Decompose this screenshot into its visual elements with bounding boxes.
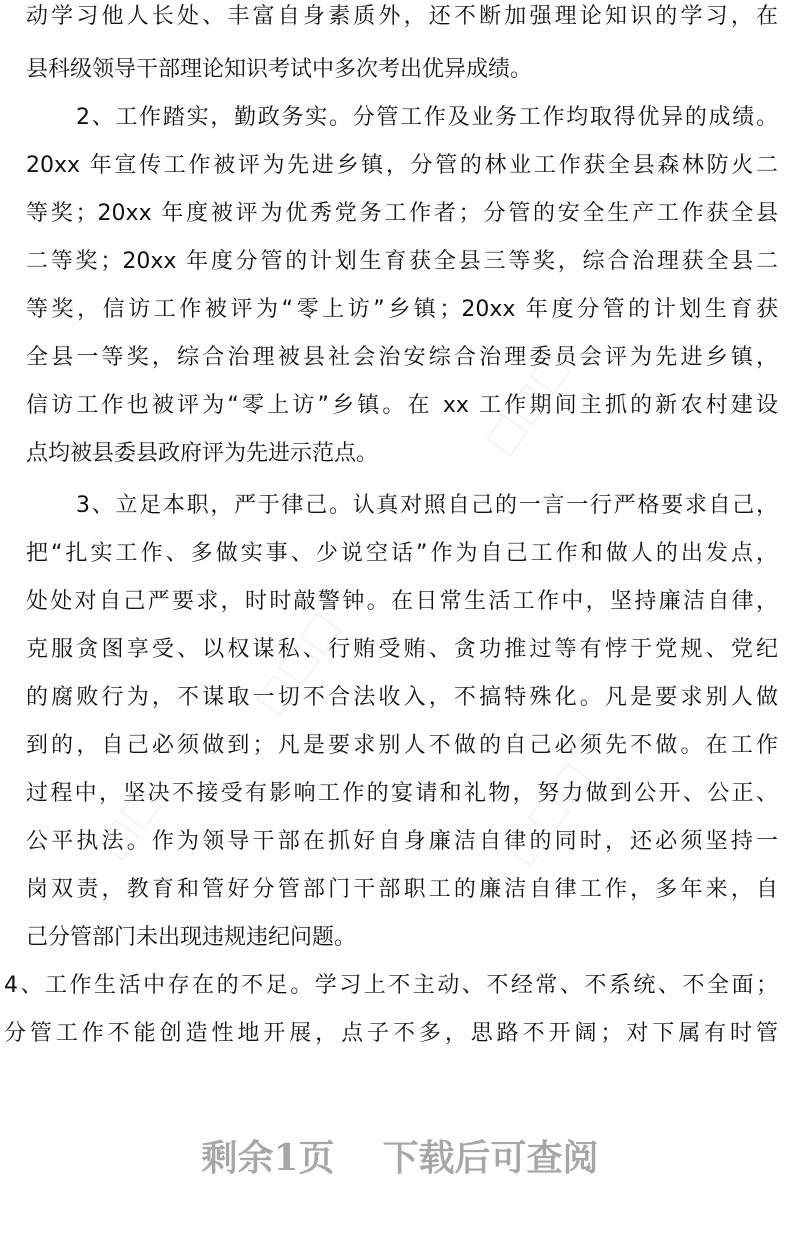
paragraph-heading: 3、立足本职，严于律己。认真对照自己的一言一行严格要求自己， — [76, 493, 778, 518]
text-line: 信访工作也被评为“零上访”乡镇。在 xx 工作期间主抓的新农村建设 — [26, 393, 778, 418]
paragraph-heading: 2、工作踏实，勤政务实。分管工作及业务工作均取得优异的成绩。 — [76, 105, 778, 130]
text-line: 把“扎实工作、多做实事、少说空话”作为自己工作和做人的出发点， — [26, 541, 778, 566]
text-line: 20xx 年宣传工作被评为先进乡镇，分管的林业工作获全县森林防火二 — [26, 153, 778, 178]
text-line: 等奖；20xx 年度被评为优秀党务工作者；分管的安全生产工作获全县 — [26, 201, 778, 226]
text-line: 点均被县委县政府评为先进示范点。 — [26, 441, 379, 466]
text-line: 二等奖；20xx 年度分管的计划生育获全县三等奖，综合治理获全县二 — [26, 249, 778, 274]
text-line: 公平执法。作为领导干部在抓好自身廉洁自律的同时，还必须坚持一 — [26, 829, 778, 854]
text-line: 克服贪图享受、以权谋私、行贿受贿、贪功推过等有悖于党规、党纪 — [26, 637, 778, 662]
download-to-view-label: 下载后可查阅 — [382, 1137, 599, 1179]
text-line: 动学习他人长处、丰富自身素质外，还不断加强理论知识的学习，在 — [26, 4, 778, 29]
text-line: 全县一等奖，综合治理被县社会治安综合治理委员会评为先进乡镇， — [26, 345, 778, 370]
paragraph-heading: 4、工作生活中存在的不足。学习上不主动、不经常、不系统、不全面； — [4, 973, 778, 998]
text-line: 县科级领导干部理论知识考试中多次考出优异成绩。 — [26, 57, 533, 82]
text-line: 岗双责，教育和管好分管部门干部职工的廉洁自律工作，多年来，自 — [26, 877, 778, 902]
watermark: □□□ — [495, 753, 599, 873]
download-prompt[interactable] — [0, 1136, 800, 1180]
remaining-pages-label: 剩余1页 — [201, 1137, 335, 1179]
text-line: 己分管部门未出现违规违纪问题。 — [26, 925, 357, 950]
watermark: □□□ — [245, 603, 349, 723]
text-line: 的腐败行为，不谋取一切不合法收入，不搞特殊化。凡是要求别人做 — [26, 685, 778, 710]
watermark: □□ — [87, 778, 169, 868]
text-line: 过程中，坚决不接受有影响工作的宴请和礼物，努力做到公开、公正、 — [26, 781, 778, 806]
text-line: 到的，自己必须做到；凡是要求别人不做的自己必须先不做。在工作 — [26, 733, 778, 758]
text-line: 等奖，信访工作被评为“零上访”乡镇；20xx 年度分管的计划生育获 — [26, 297, 778, 322]
text-line: 分管工作不能创造性地开展，点子不多，思路不开阔；对下属有时管 — [4, 1021, 778, 1046]
text-line: 处处对自己严要求，时时敲警钟。在日常生活工作中，坚持廉洁自律， — [26, 589, 778, 614]
watermark: □□□ — [475, 343, 579, 463]
